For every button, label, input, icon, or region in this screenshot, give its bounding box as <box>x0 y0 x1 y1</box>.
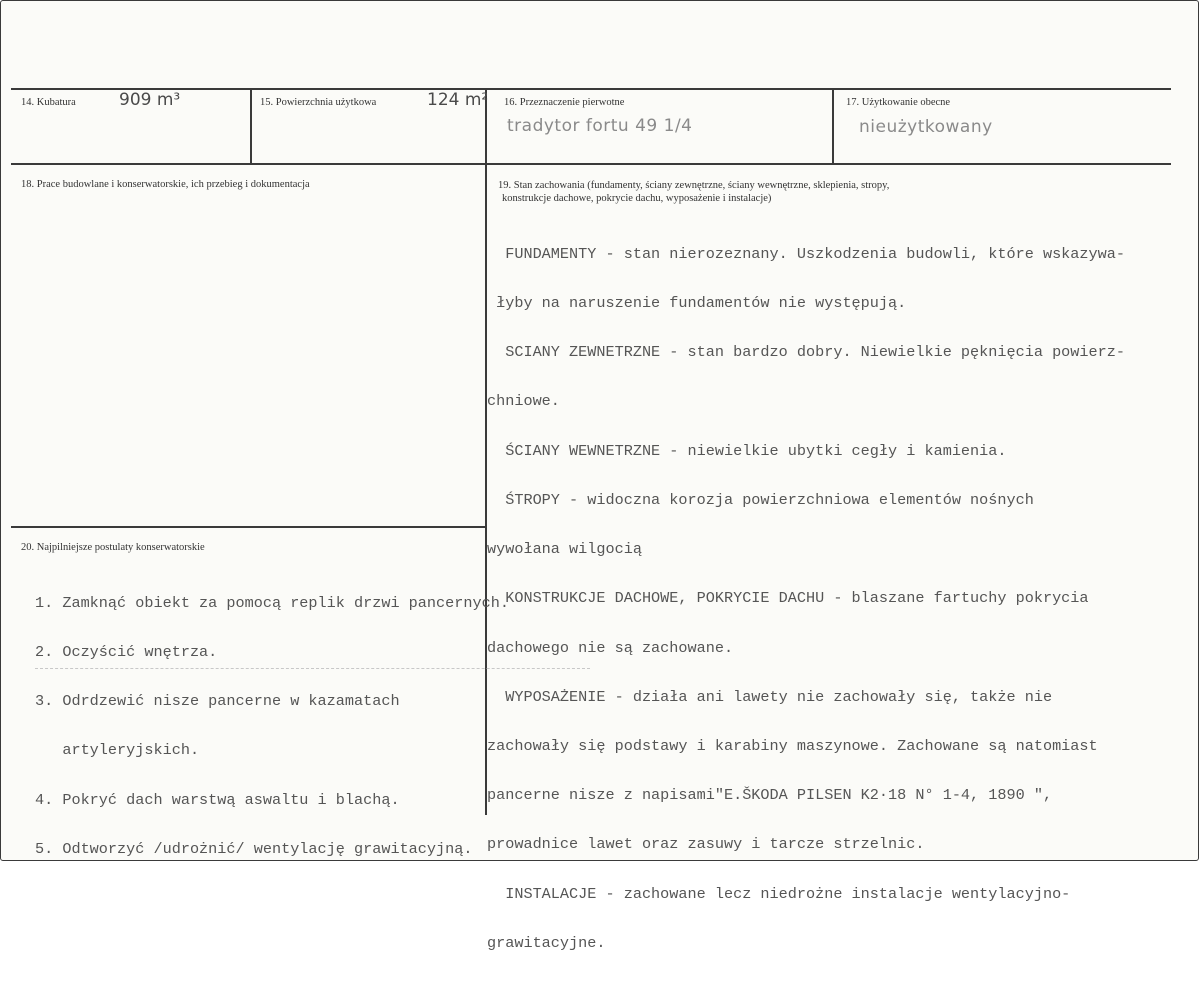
top-rule <box>11 88 1171 90</box>
row-rule <box>11 163 1171 165</box>
field-18-label: 18. Prace budowlane i konserwatorskie, ich przebieg i dokumentacja <box>21 179 310 190</box>
condition-line: FUNDAMENTY - stan nierozeznany. Uszkodzenia budowli, które wskazywa- <box>487 244 1125 263</box>
condition-line: pancerne nisze z napisami"E.ŠKODA PILSEN K2·18 N° 1-4, 1890 ", <box>487 786 1053 805</box>
field-14-value: 909 m³ <box>119 90 181 110</box>
condition-line: prowadnice lawet oraz zasuwy i tarcze strzelnic. <box>487 835 925 854</box>
field-19-label-line-1: 19. Stan zachowania (fundamenty, ściany zewnętrzne, ściany wewnętrzne, sklepienia, stropy, <box>498 180 890 191</box>
field-16-value: tradytor fortu 49 1/4 <box>507 116 693 136</box>
postulate-item: artyleryjskich. <box>35 741 200 760</box>
field-15-label: 15. Powierzchnia użytkowa <box>260 97 377 108</box>
postulate-item: 2. Oczyścić wnętrza. <box>35 643 218 662</box>
col-divider-3 <box>832 88 834 165</box>
postulates-list <box>35 562 509 890</box>
field-20-label: 20. Najpilniejsze postulaty konserwatorskie <box>21 542 205 553</box>
field-19-label-line-2: konstrukcje dachowe, pokrycie dachu, wyposażenie i instalacje) <box>502 193 772 204</box>
field-14-label: 14. Kubatura <box>21 97 76 108</box>
condition-line: ŚTROPY - widoczna korozja powierzchniowa elementów nośnych <box>487 490 1034 509</box>
condition-line: łyby na naruszenie fundamentów nie występują. <box>487 294 907 313</box>
condition-line: dachowego nie są zachowane. <box>487 638 734 657</box>
postulate-item: 4. Pokryć dach warstwą aswaltu i blachą. <box>35 790 400 809</box>
condition-line: WYPOSAŻENIE - działa ani lawety nie zachowały się, także nie <box>487 687 1053 706</box>
postulate-item: 3. Odrdzewić nisze pancerne w kazamatach <box>35 692 400 711</box>
col-divider-1 <box>250 88 252 165</box>
condition-line: chniowe. <box>487 392 560 411</box>
condition-line: zachowały się podstawy i karabiny maszynowe. Zachowane są natomiast <box>487 737 1098 755</box>
condition-line: INSTALACJE - zachowane lecz niedrożne instalacje wentylacyjno- <box>487 884 1071 903</box>
condition-line: KONSTRUKCJE DACHOWE, POKRYCIE DACHU - blaszane fartuchy pokrycia <box>487 589 1089 608</box>
condition-line: ŚCIANY WEWNETRZNE - niewielkie ubytki cegły i kamienia. <box>487 441 1007 460</box>
dotted-rule <box>35 668 590 669</box>
condition-text <box>487 213 1125 984</box>
postulate-item: 5. Odtworzyć /udrożnić/ wentylację grawitacyjną. <box>35 839 473 858</box>
condition-line: wywołana wilgocią <box>487 540 642 559</box>
field-16-label: 16. Przeznaczenie pierwotne <box>504 97 625 108</box>
field-19-label <box>498 179 1168 205</box>
field-15-value: 124 m² <box>427 90 489 110</box>
field-17-label: 17. Użytkowanie obecne <box>846 97 951 108</box>
postulate-item: 1. Zamknąć obiekt za pomocą replik drzwi pancernych. <box>35 593 509 612</box>
condition-line: SCIANY ZEWNETRZNE - stan bardzo dobry. Niewielkie pęknięcia powierz- <box>487 343 1125 362</box>
condition-line: grawitacyjne. <box>487 933 606 952</box>
section-rule <box>11 526 485 528</box>
field-17-value: nieużytkowany <box>859 117 993 137</box>
